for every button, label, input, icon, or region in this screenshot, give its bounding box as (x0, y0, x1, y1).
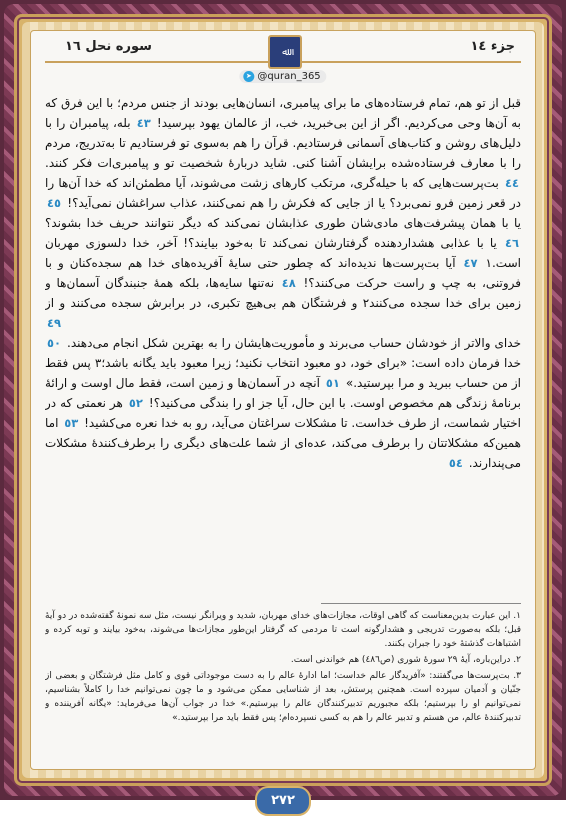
footnotes (45, 609, 521, 769)
verse-number: ٤٥ (46, 196, 62, 210)
verse-text: بت‌پرست‌هایی که با حیله‌گری، مرتکب کارهای زشت می‌شوند، آیا مطمئن‌اند که خدا آن‌ها را در قعر زمین فرو نمی‌برد؟ یا از جایی که فکرش را هم نمی‌کنند، عذاب سراغشان نمی‌آید؟! (45, 176, 521, 210)
verse-number: ٤٩ ٥٠ (46, 316, 62, 350)
verse-number: ٥٤ (448, 456, 463, 470)
verse-text: اما همین‌که مشکلاتتان را برطرف می‌کند، عده‌ای از شما علت‌های دیگری را برطرف‌کنندهٔ مشکلات می‌پندارند. (45, 416, 521, 470)
juz-label: جزء ١٤ (470, 39, 515, 54)
verse-number: ٤٨ (281, 276, 296, 290)
telegram-channel-badge[interactable] (239, 70, 326, 83)
footnote: ٣. بت‌پرست‌ها می‌گفتند: «آفریدگار عالم خداست؛ اما ادارهٔ عالم را به دست موجوداتی قوی و کامل مثل فرشتگان و بعضی از جنّیان و آدمیان سپرده است. همچنین پرستش، بعد از شناسایی ممکن می‌شود و ما چون نمی‌توانیم خدا را کاملاً بشناسیم، نمی‌توانیم او را بپرستیم؛ بلکه مجبوریم تدبیرکنندگان عالم را بپرستیم.» خدا در جواب آن‌ها می‌فرماید: «یگانه آفریننده و تدبیرکنندهٔ عالم، من هستم و تدبیر عالم را هم به کسی نسپرده‌ام؛ پس فقط باید مرا بپرستید.» (45, 671, 521, 723)
content-area (30, 30, 536, 770)
verse-text: هر نعمتی که در اختیار شماست، از طرف خداست. تا مشکلات سراغتان می‌آید، رو به خدا نعره می‌کشید! (45, 396, 521, 430)
verse-text: قبل از تو هم، تمام فرستاده‌های ما برای پیامبری، انسان‌هایی بودند از جنس مردم؛ با این فرق که به آن‌ها وحی می‌کردیم. اگر از این بی‌خبرید، خب، از عالمان یهود بپرسید! (45, 96, 521, 130)
page-header (31, 31, 535, 87)
verse-text: یا با عذابی هشداردهنده گرفتارشان نمی‌کند تا به‌خود بیایند؟! آخر، خدا دلسوزی مهربان است.١ (45, 236, 521, 270)
quran-logo-icon: ﷲ (268, 35, 302, 69)
page-number-badge: ٢٧٢ (255, 786, 311, 816)
verse-text: خدا فرمان داده است: «برای خود، دو معبود انتخاب نکنید؛ زیرا معبود باید یگانه باشد؛٣ پس فقط از من حساب ببرید و مرا بپرستید.» (45, 356, 521, 390)
footnote: ٢. دراین‌باره، آیهٔ ٢٩ سورهٔ شوری (ص٤٨٦) هم خواندنی است. (290, 655, 521, 665)
verse-number: ٤٤ (504, 176, 520, 190)
verse-text: آنچه در آسمان‌ها و زمین است، فقط مال اوست و ارائهٔ برنامهٔ زندگی هم مخصوص اوست. با این حال، آیا جز او را بندگی می‌کنید؟! (45, 376, 521, 410)
verse-number: ٥٢ (128, 396, 143, 410)
verse-number: ٤٧ (463, 256, 478, 270)
verse-text: نه‌تنها سایه‌ها، بلکه همهٔ جنبندگان آسمان‌ها و زمین برای خدا سجده می‌کنند٢ و فرشتگان هم بی‌هیچ تکبری، در برابرش سجده می‌کنند و از خدای والاتر از خودشان حساب می‌برند و مأموریت‌هایشان را به بهترین شکل انجام می‌دهند. (45, 276, 521, 350)
verses-text (45, 93, 521, 598)
verse-text: یا با همان پیشرفت‌های مادی‌شان طوری عذابشان نمی‌کند که دیگر نتوانند حریف خدا بشوند؟ (45, 216, 521, 230)
verse-text: بله، پیامبران را با دلیل‌های روشن و کتاب‌های آسمانی فرستادیم. قرآن را هم به‌سوی تو فرستادیم تا به‌تدریج، مردم را با معارف فرستاده‌شده برایشان آشنا کنی. شاید دربارهٔ شخصیت تو و پیامبری‌ات فکر کنند. (45, 116, 521, 170)
verse-number: ٥١ (325, 376, 340, 390)
verse-text: آیا بت‌پرست‌ها ندیده‌اند که چطور حتی سایهٔ آفریده‌های خدا هم سجده‌کنان و با فروتنی، به چپ و راست حرکت می‌کنند؟! (45, 256, 521, 290)
verse-number: ٤٦ (504, 236, 519, 250)
verse-number: ٥٣ (64, 416, 79, 430)
channel-handle: @quran_365 (257, 71, 321, 82)
footnote: ١. این عبارت بدین‌معناست که گاهی اوقات، مجازات‌های خدای مهربان، شدید و ویرانگر نیست، مثل سه نمونهٔ گفته‌شده در دو آیهٔ قبل؛ بلکه به‌صورت تدریجی و هشدارگونه است تا مردمی که گرفتار این‌طور مجازات‌ها می‌شوند، به‌خود بیایند و توبه کرده و اشتباهات گذشتهٔ خود را جبران بکنند. (45, 611, 521, 649)
telegram-icon: ➤ (243, 71, 254, 82)
surah-label: سوره نحل ١٦ (65, 39, 152, 54)
verse-number: ٤٣ (136, 116, 151, 130)
footnote-divider (321, 603, 521, 604)
